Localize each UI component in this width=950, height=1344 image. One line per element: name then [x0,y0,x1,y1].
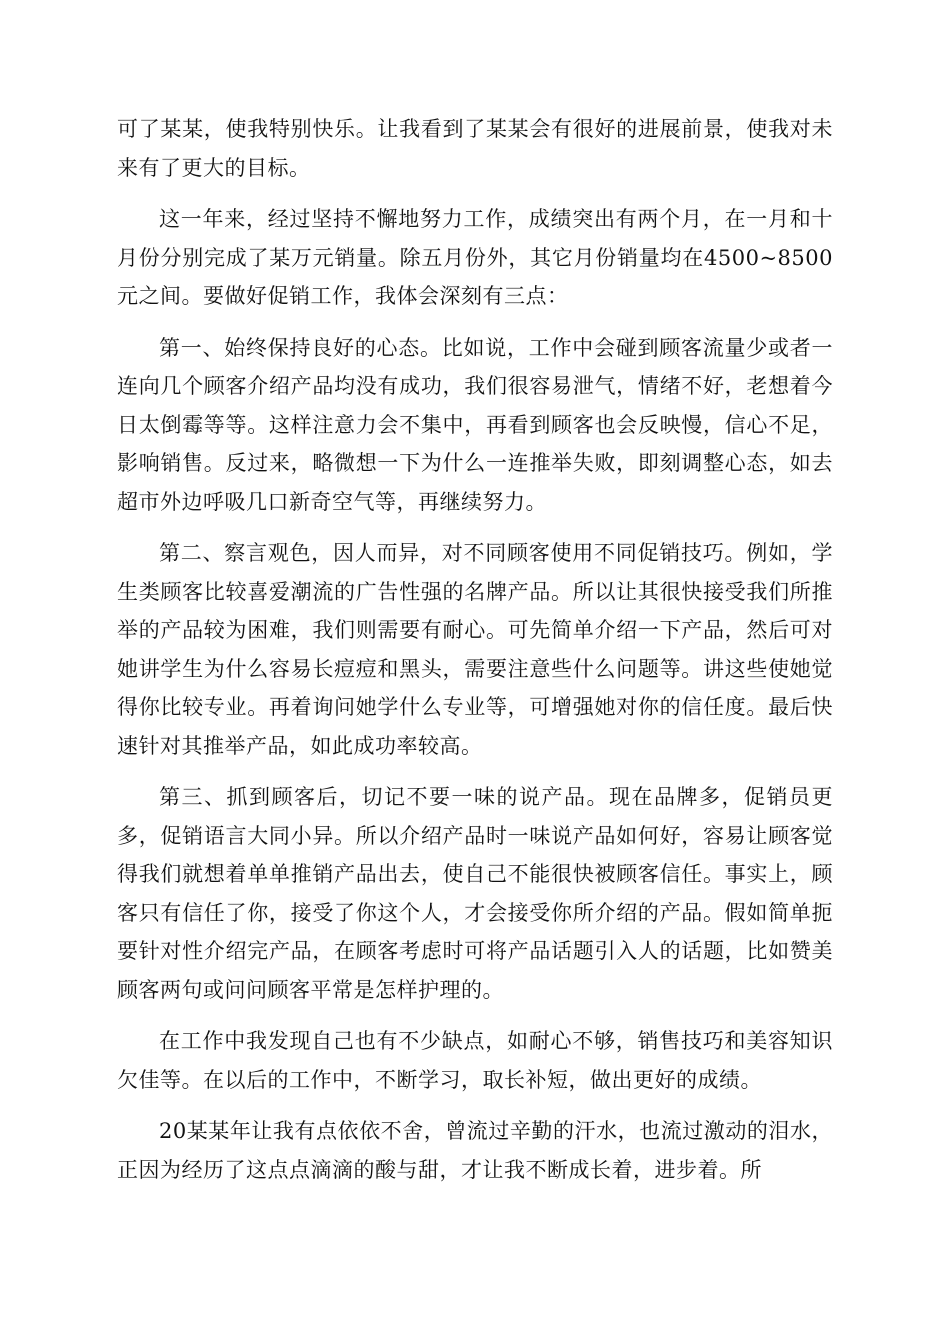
document-body [117,110,833,1202]
paragraph-1: 可了某某，使我特别快乐。让我看到了某某会有很好的进展前景，使我对未来有了更大的目标。 [117,117,833,180]
paragraph-5: 第三、抓到顾客后，切记不要一味的说产品。现在品牌多，促销员更多，促销语言大同小异。所以介绍产品时一味说产品如何好，容易让顾客觉得我们就想着单单推销产品出去，使自己不能很快被顾客信任。事实上，顾客只有信任了你，接受了你这个人，才会接受你所介绍的产品。假如简单扼要针对性介绍完产品，在顾客考虑时可将产品话题引入人的话题，比如赞美顾客两句或问问顾客平常是怎样护理的。 [117,785,833,1002]
paragraph-4: 第二、察言观色，因人而异，对不同顾客使用不同促销技巧。例如，学生类顾客比较喜爱潮流的广告性强的名牌产品。所以让其很快接受我们所推举的产品较为困难，我们则需要有耐心。可先简单介绍一下产品，然后可对她讲学生为什么容易长痘痘和黑头，需要注意些什么问题等。讲这些使她觉得你比较专业。再着询问她学什么专业等，可增强她对你的信任度。最后快速针对其推举产品，如此成功率较高。 [117,541,833,758]
paragraph-7: 20某某年让我有点依依不舍，曾流过辛勤的汗水，也流过激动的泪水，正因为经历了这点点滴滴的酸与甜，才让我不断成长着，进步着。所 [117,1119,833,1182]
paragraph-6: 在工作中我发现自己也有不少缺点，如耐心不够，销售技巧和美容知识欠佳等。在以后的工作中，不断学习，取长补短，做出更好的成绩。 [117,1029,833,1092]
paragraph-2: 这一年来，经过坚持不懈地努力工作，成绩突出有两个月，在一月和十月份分别完成了某万元销量。除五月份外，其它月份销量均在4500~8500元之间。要做好促销工作，我体会深刻有三点： [117,207,833,308]
paragraph-3: 第一、始终保持良好的心态。比如说，工作中会碰到顾客流量少或者一连向几个顾客介绍产品均没有成功，我们很容易泄气，情绪不好，老想着今日太倒霉等等。这样注意力会不集中，再看到顾客也会反映慢，信心不足，影响销售。反过来，略微想一下为什么一连推举失败，即刻调整心态，如去超市外边呼吸几口新奇空气等，再继续努力。 [117,335,833,514]
